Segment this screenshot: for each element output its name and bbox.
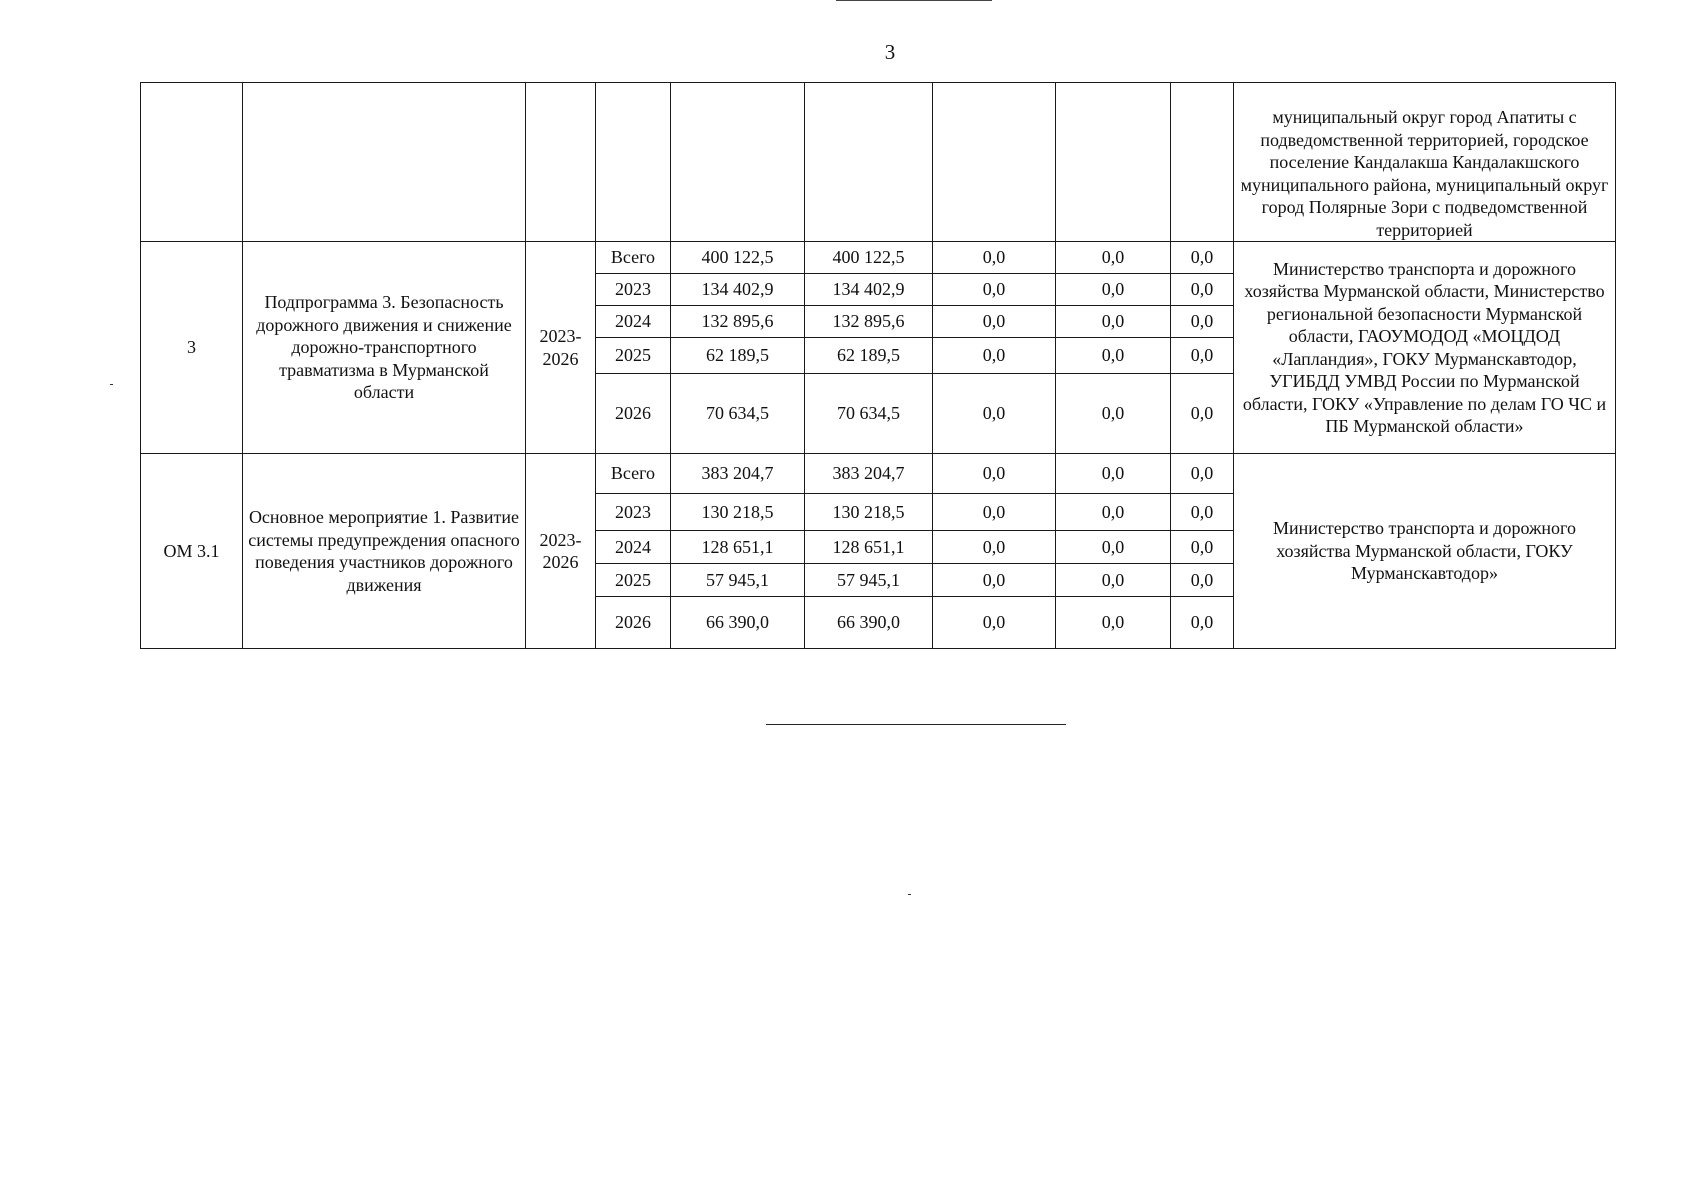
- amount-cell: 134 402,9: [805, 274, 933, 306]
- amount-cell: 0,0: [1056, 564, 1171, 597]
- scan-speck: [908, 894, 911, 895]
- amount-cell: 0,0: [1171, 564, 1234, 597]
- amount-cell: 400 122,5: [805, 242, 933, 274]
- total-cell: 400 122,5: [671, 242, 805, 274]
- empty-cell: [596, 83, 671, 242]
- amount-cell: 0,0: [1171, 454, 1234, 494]
- amount-cell: 0,0: [1056, 374, 1171, 454]
- empty-cell: [671, 83, 805, 242]
- total-cell: 70 634,5: [671, 374, 805, 454]
- amount-cell: 0,0: [1171, 531, 1234, 564]
- year-cell: 2025: [596, 564, 671, 597]
- table-row: [141, 242, 1616, 274]
- amount-cell: 57 945,1: [805, 564, 933, 597]
- row-period: 2023-2026: [526, 454, 596, 649]
- total-cell: 130 218,5: [671, 494, 805, 531]
- table-row: [141, 454, 1616, 494]
- amount-cell: 0,0: [1056, 338, 1171, 374]
- year-cell: 2023: [596, 274, 671, 306]
- empty-cell: [1056, 83, 1171, 242]
- amount-cell: 0,0: [933, 531, 1056, 564]
- amount-cell: 0,0: [933, 274, 1056, 306]
- total-cell: 134 402,9: [671, 274, 805, 306]
- amount-cell: 0,0: [933, 338, 1056, 374]
- amount-cell: 132 895,6: [805, 306, 933, 338]
- amount-cell: 0,0: [1171, 597, 1234, 649]
- amount-cell: 0,0: [1056, 242, 1171, 274]
- total-cell: 66 390,0: [671, 597, 805, 649]
- row-name: Подпрограмма 3. Безопасность дорожного движения и снижение дорожно-транспортного травматизма в Мурманской области: [243, 242, 526, 454]
- scan-speck: [110, 384, 113, 385]
- total-cell: 62 189,5: [671, 338, 805, 374]
- empty-cell: [805, 83, 933, 242]
- empty-cell: [526, 83, 596, 242]
- continuation-row: [141, 83, 1616, 242]
- year-cell: 2026: [596, 374, 671, 454]
- year-cell: Всего: [596, 242, 671, 274]
- page-number: 3: [884, 40, 896, 64]
- amount-cell: 0,0: [1056, 597, 1171, 649]
- year-cell: 2024: [596, 306, 671, 338]
- executor-cell: Министерство транспорта и дорожного хозяйства Мурманской области, ГОКУ Мурманскавтодор»: [1234, 454, 1616, 649]
- amount-cell: 0,0: [933, 242, 1056, 274]
- amount-cell: 0,0: [933, 597, 1056, 649]
- amount-cell: 0,0: [933, 374, 1056, 454]
- empty-cell: [1171, 83, 1234, 242]
- amount-cell: 0,0: [1171, 242, 1234, 274]
- amount-cell: 0,0: [1171, 274, 1234, 306]
- executor-cell: муниципальный округ город Апатиты с подведомственной территорией, городское поселение Кандалакша Кандалакшского муниципального района, муниципальный округ город Полярные Зори с подведомственной территорией: [1234, 83, 1616, 242]
- amount-cell: 0,0: [1171, 338, 1234, 374]
- amount-cell: 0,0: [1171, 494, 1234, 531]
- row-name: Основное мероприятие 1. Развитие системы предупреждения опасного поведения участников дорожного движения: [243, 454, 526, 649]
- empty-cell: [933, 83, 1056, 242]
- amount-cell: 383 204,7: [805, 454, 933, 494]
- amount-cell: 0,0: [1171, 306, 1234, 338]
- end-of-section-rule: [766, 724, 1066, 725]
- amount-cell: 70 634,5: [805, 374, 933, 454]
- amount-cell: 62 189,5: [805, 338, 933, 374]
- amount-cell: 0,0: [1056, 306, 1171, 338]
- top-margin-rule: [836, 0, 992, 1]
- amount-cell: 0,0: [933, 494, 1056, 531]
- empty-cell: [141, 83, 243, 242]
- row-code: 3: [141, 242, 243, 454]
- row-period: 2023-2026: [526, 242, 596, 454]
- total-cell: 57 945,1: [671, 564, 805, 597]
- amount-cell: 128 651,1: [805, 531, 933, 564]
- amount-cell: 0,0: [1056, 531, 1171, 564]
- budget-table: [140, 82, 1616, 649]
- amount-cell: 0,0: [1056, 274, 1171, 306]
- year-cell: 2025: [596, 338, 671, 374]
- year-cell: Всего: [596, 454, 671, 494]
- year-cell: 2026: [596, 597, 671, 649]
- amount-cell: 0,0: [1056, 454, 1171, 494]
- amount-cell: 0,0: [933, 454, 1056, 494]
- amount-cell: 0,0: [1171, 374, 1234, 454]
- total-cell: 383 204,7: [671, 454, 805, 494]
- year-cell: 2023: [596, 494, 671, 531]
- amount-cell: 0,0: [933, 306, 1056, 338]
- amount-cell: 0,0: [933, 564, 1056, 597]
- empty-cell: [243, 83, 526, 242]
- amount-cell: 130 218,5: [805, 494, 933, 531]
- executor-cell: Министерство транспорта и дорожного хозяйства Мурманской области, Министерство региональной безопасности Мурманской области, ГАОУМОДОД «МОЦДОД «Лапландия», ГОКУ Мурманскавтодор, УГИБДД УМВД России по Мурманской области, ГОКУ «Управление по делам ГО ЧС и ПБ Мурманской области»: [1234, 242, 1616, 454]
- row-code: ОМ 3.1: [141, 454, 243, 649]
- amount-cell: 0,0: [1056, 494, 1171, 531]
- amount-cell: 66 390,0: [805, 597, 933, 649]
- year-cell: 2024: [596, 531, 671, 564]
- total-cell: 132 895,6: [671, 306, 805, 338]
- total-cell: 128 651,1: [671, 531, 805, 564]
